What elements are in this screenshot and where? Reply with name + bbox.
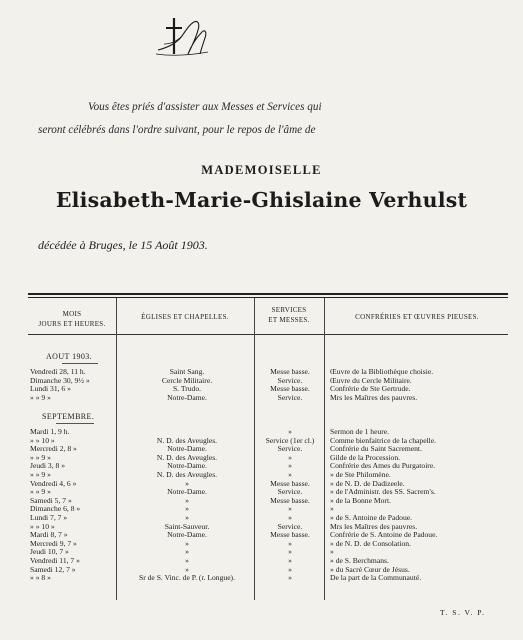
table-cell: Mercredi 2, 8 »: [30, 444, 77, 454]
section-rule-september: [56, 423, 94, 424]
table-cell: Jeudi 3, 8 »: [30, 461, 66, 471]
table-cell: Messe basse.: [270, 367, 310, 376]
table-cell: »: [288, 469, 292, 479]
table-cell: » » 10 »: [30, 435, 55, 445]
table-cell: Samedi 12, 7 »: [30, 564, 76, 574]
table-cell: » de N. D. de Dadizeele.: [330, 478, 405, 488]
august-works-column: [330, 368, 510, 402]
column-divider-3: [324, 298, 325, 600]
header-services: [256, 305, 322, 325]
header-month: MOIS: [62, 310, 82, 318]
table-cell: Sermon de 1 heure.: [330, 427, 390, 436]
table-cell: »: [185, 555, 189, 565]
table-cell: Dimanche 6, 8 »: [30, 504, 81, 514]
table-cell: » de S. Berchmans.: [330, 555, 389, 565]
table-top-rule-thin: [28, 297, 508, 298]
invitation-text: [38, 96, 508, 142]
table-cell: » » 10 »: [30, 521, 55, 531]
table-cell: »: [288, 504, 292, 514]
table-cell: Service (1er cl.): [265, 435, 315, 445]
table-cell: S. Trudo.: [172, 384, 202, 394]
table-cell: »: [288, 555, 292, 565]
table-cell: Lundi 7, 7 »: [30, 512, 68, 522]
august-services-column: [257, 368, 323, 402]
header-month-days-hours: [30, 309, 114, 329]
table-cell: Confrérie de S. Antoine de Padoue.: [330, 530, 438, 540]
table-cell: N. D. des Aveugles.: [156, 435, 218, 445]
section-label-september: SEPTEMBRE.: [42, 412, 95, 421]
column-divider-1: [116, 298, 117, 600]
table-cell: » » 9 »: [30, 452, 51, 462]
death-date-line: décédée à Bruges, le 15 Août 1903.: [38, 238, 208, 252]
table-cell: Lundi 31, 6 »: [30, 384, 71, 394]
table-cell: N. D. des Aveugles.: [156, 452, 218, 462]
table-cell: Confrérie de Ste Gertrude.: [330, 384, 411, 394]
table-cell: Œuvre du Cercle Militaire.: [330, 375, 412, 385]
table-cell: »: [185, 512, 189, 522]
table-cell: »: [288, 512, 292, 522]
table-cell: » » 9 »: [30, 487, 51, 497]
table-cell: »: [288, 452, 292, 462]
table-cell: »: [288, 427, 292, 436]
table-cell: Service.: [277, 521, 303, 531]
september-services-column: [257, 428, 323, 583]
section-rule-august: [62, 363, 98, 364]
table-header-rule: [28, 334, 508, 335]
section-label-august: AOUT 1903.: [46, 352, 93, 361]
table-cell: Service.: [277, 487, 303, 497]
table-cell: Service.: [277, 375, 303, 385]
table-cell: » du Sacré Cœur de Jésus.: [330, 564, 410, 574]
september-works-column: [330, 428, 510, 583]
table-cell: »: [185, 547, 189, 557]
header-churches: ÉGLISES ET CHAPELLES.: [141, 313, 229, 321]
table-cell: Confrérie des Ames du Purgatoire.: [330, 461, 436, 471]
table-cell: »: [330, 547, 334, 557]
table-cell: Samedi 5, 7 »: [30, 495, 72, 505]
table-cell: Sr de S. Vinc. de P. (r. Longue).: [138, 573, 235, 583]
table-cell: Notre-Dame.: [167, 487, 207, 497]
header-services-line2: ET MESSES.: [268, 316, 310, 324]
table-cell: Cercle Militaire.: [161, 375, 213, 385]
table-cell: » de la Bonne Mort.: [330, 495, 391, 505]
table-cell: » de S. Antoine de Padoue.: [330, 512, 413, 522]
header-confraternities: CONFRÉRIES ET ŒUVRES PIEUSES.: [355, 313, 479, 321]
table-cell: Mrs les Maîtres des pauvres.: [330, 521, 418, 531]
table-cell: » de l'Administr. des SS. Sacrem's.: [330, 487, 436, 497]
table-cell: »: [288, 538, 292, 548]
table-cell: » » 8 »: [30, 573, 51, 583]
table-cell: Vendredi 11, 7 »: [30, 555, 80, 565]
table-cell: »: [185, 564, 189, 574]
table-cell: Messe basse.: [270, 478, 310, 488]
table-cell: Jeudi 10, 7 »: [30, 547, 69, 557]
table-cell: » » 9 »: [30, 392, 51, 402]
honorific-title: MADEMOISELLE: [201, 163, 322, 177]
table-cell: Notre-Dame.: [167, 444, 207, 454]
table-cell: Mardi 1, 9 h.: [30, 427, 70, 436]
table-top-rule: [28, 293, 508, 295]
table-cell: Dimanche 30, 9½ »: [30, 375, 90, 385]
turn-over-note: T. S. V. P.: [440, 608, 486, 617]
table-cell: »: [330, 504, 334, 514]
table-cell: »: [288, 564, 292, 574]
table-cell: »: [185, 504, 189, 514]
table-cell: Vendredi 28, 11 h.: [30, 367, 86, 376]
table-cell: Mardi 8, 7 »: [30, 530, 68, 540]
table-cell: De la part de la Communauté.: [330, 573, 422, 583]
table-cell: Messe basse.: [270, 530, 310, 540]
table-cell: Messe basse.: [270, 495, 310, 505]
table-cell: Saint-Sauveur.: [164, 521, 210, 531]
table-cell: Messe basse.: [270, 384, 310, 394]
header-days-hours: JOURS ET HEURES.: [38, 320, 106, 328]
table-cell: » de Ste Philomène.: [330, 469, 391, 479]
table-cell: »: [288, 573, 292, 583]
header-services-line1: SERVICES: [271, 306, 307, 314]
september-dates-column: [30, 428, 106, 583]
table-cell: »: [185, 495, 189, 505]
deceased-name: Elisabeth-Marie-Ghislaine Verhulst: [55, 188, 468, 212]
table-cell: Notre-Dame.: [167, 530, 207, 540]
september-churches-column: [122, 428, 252, 583]
august-dates-column: [30, 368, 106, 402]
table-cell: »: [288, 461, 292, 471]
table-cell: N. D. des Aveugles.: [156, 469, 218, 479]
table-cell: Service.: [277, 392, 303, 402]
table-cell: »: [185, 538, 189, 548]
table-cell: Vendredi 4, 6 »: [30, 478, 77, 488]
table-cell: » » 9 »: [30, 469, 51, 479]
table-cell: Mrs les Maîtres des pauvres.: [330, 392, 418, 402]
august-churches-column: [122, 368, 252, 402]
table-cell: Notre-Dame.: [167, 461, 207, 471]
table-cell: » de N. D. de Consolation.: [330, 538, 411, 548]
table-cell: »: [185, 478, 189, 488]
column-divider-2: [254, 298, 255, 600]
invitation-line-1: Vous êtes priés d'assister aux Messes et Services qui: [88, 101, 322, 113]
table-cell: Gilde de la Procession.: [330, 452, 401, 462]
table-cell: Notre-Dame.: [167, 392, 207, 402]
cross-monogram-icon: [152, 14, 212, 66]
table-cell: Œuvre de la Bibliothèque choisie.: [330, 367, 434, 376]
table-cell: Comme bienfaitrice de la chapelle.: [330, 435, 437, 445]
table-cell: »: [288, 547, 292, 557]
invitation-line-2: seront célébrés dans l'ordre suivant, pour le repos de l'âme de: [38, 124, 316, 136]
table-cell: Mercredi 9, 7 »: [30, 538, 77, 548]
table-cell: Confrérie du Saint Sacrement.: [330, 444, 422, 454]
table-cell: Saint Sang.: [169, 367, 205, 376]
table-cell: Service.: [277, 444, 303, 454]
